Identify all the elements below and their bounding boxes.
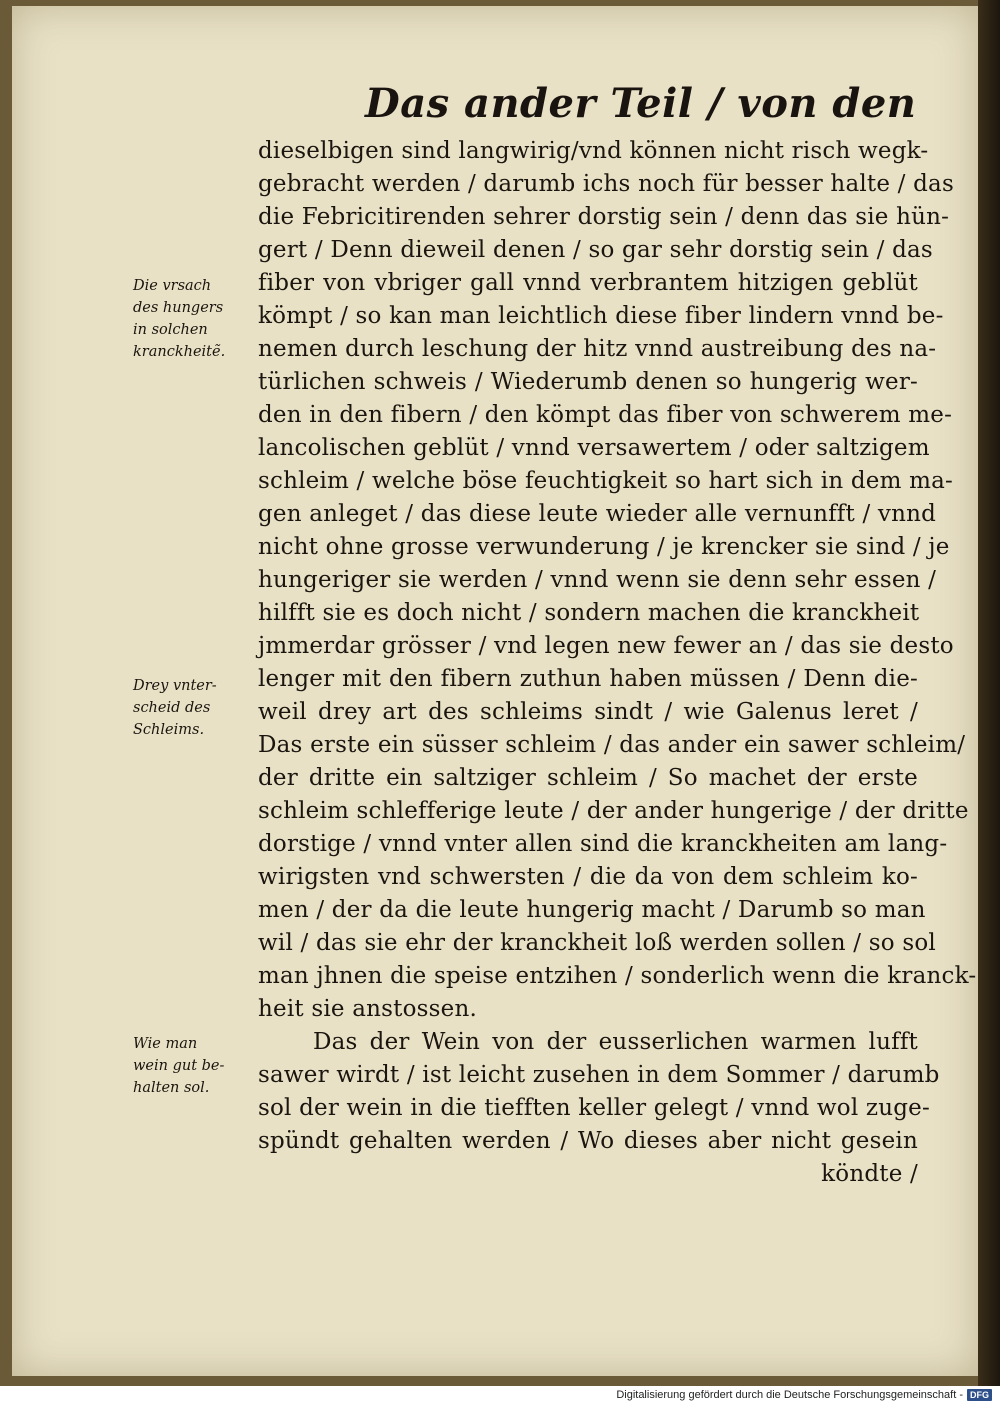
body-line: heit sie anstossen.: [258, 996, 477, 1022]
margin-note-hunger: [133, 275, 251, 363]
body-line: lenger mit den fibern zuthun haben müssen / Denn die-: [258, 666, 918, 692]
body-line: dorstige / vnnd vnter allen sind die kranckheiten am lang-: [258, 831, 948, 857]
margin-note-line: halten sol.: [133, 1080, 210, 1096]
body-line: spündt gehalten werden / Wo dieses aber nicht gesein: [258, 1128, 918, 1154]
margin-note-line: des hungers: [133, 300, 224, 316]
footer-credit: [616, 1388, 992, 1402]
body-line: Das der Wein von der eusserlichen warmen lufft: [313, 1029, 918, 1055]
body-line: lancolischen geblüt / vnnd versawertem / oder saltzigem: [258, 435, 930, 461]
body-line: kömpt / so kan man leichtlich diese fiber lindern vnnd be-: [258, 303, 944, 329]
body-line: schleim / welche böse feuchtigkeit so hart sich in dem ma-: [258, 468, 954, 494]
body-line: türlichen schweis / Wiederumb denen so hungerig wer-: [258, 369, 918, 395]
body-line: jmmerdar grösser / vnd legen new fewer an / das sie desto: [258, 633, 954, 659]
body-line: wil / das sie ehr der kranckheit loß werden sollen / so sol: [258, 930, 936, 956]
body-line: nemen durch leschung der hitz vnnd austreibung des na-: [258, 336, 937, 362]
margin-note-line: kranckheitẽ.: [133, 344, 226, 360]
body-line: gert / Denn dieweil denen / so gar sehr dorstig sein / das: [258, 237, 933, 263]
margin-note-line: Wie man: [133, 1036, 198, 1052]
body-line: nicht ohne grosse verwunderung / je krencker sie sind / je: [258, 534, 950, 560]
margin-note-line: in solchen: [133, 322, 208, 338]
margin-note-line: scheid des: [133, 700, 211, 716]
body-line: gebracht werden / darumb ichs noch für besser halte / das: [258, 171, 954, 197]
body-line: weil drey art des schleims sindt / wie Galenus leret /: [258, 699, 918, 725]
margin-note-schleim: [133, 675, 251, 741]
book-edge-shadow: [978, 0, 1000, 1386]
catchword: köndte /: [821, 1161, 918, 1187]
body-line: die Febricitirenden sehrer dorstig sein / denn das sie hün-: [258, 204, 950, 230]
margin-note-line: Drey vnter-: [133, 678, 217, 694]
body-line: schleim schlefferige leute / der ander hungerige / der dritte: [258, 798, 969, 824]
body-line: der dritte ein saltziger schleim / So machet der erste: [258, 765, 918, 791]
body-line: man jhnen die speise entzihen / sonderlich wenn die kranck-: [258, 963, 977, 989]
margin-note-line: wein gut be-: [133, 1058, 225, 1074]
body-line: wirigsten vnd schwersten / die da von dem schleim ko-: [258, 864, 918, 890]
running-head: Das ander Teil / von den: [365, 80, 917, 127]
margin-note-line: Die vrsach: [133, 278, 212, 294]
body-line: sol der wein in die tiefften keller gelegt / vnnd wol zuge-: [258, 1095, 930, 1121]
body-line: hilfft sie es doch nicht / sondern machen die kranckheit: [258, 600, 920, 626]
dfg-logo-icon[interactable]: DFG: [967, 1389, 992, 1401]
body-line: fiber von vbriger gall vnnd verbrantem hitzigen geblüt: [258, 270, 918, 296]
body-line: dieselbigen sind langwirig/vnd können nicht risch wegk-: [258, 138, 929, 164]
body-line: den in den fibern / den kömpt das fiber von schwerem me-: [258, 402, 953, 428]
body-line: hungeriger sie werden / vnnd wenn sie denn sehr essen /: [258, 567, 937, 593]
body-line: Das erste ein süsser schleim / das ander ein sawer schleim/: [258, 732, 966, 758]
body-line: sawer wirdt / ist leicht zusehen in dem Sommer / darumb: [258, 1062, 940, 1088]
body-text: [258, 135, 977, 1191]
body-line: men / der da die leute hungerig macht / Darumb so man: [258, 897, 926, 923]
body-line: gen anleget / das diese leute wieder alle vernunfft / vnnd: [258, 501, 937, 527]
margin-note-line: Schleims.: [133, 722, 205, 738]
footer-text: Digitalisierung gefördert durch die Deutsche Forschungsgemeinschaft -: [616, 1389, 963, 1401]
margin-note-wein: [133, 1033, 251, 1099]
